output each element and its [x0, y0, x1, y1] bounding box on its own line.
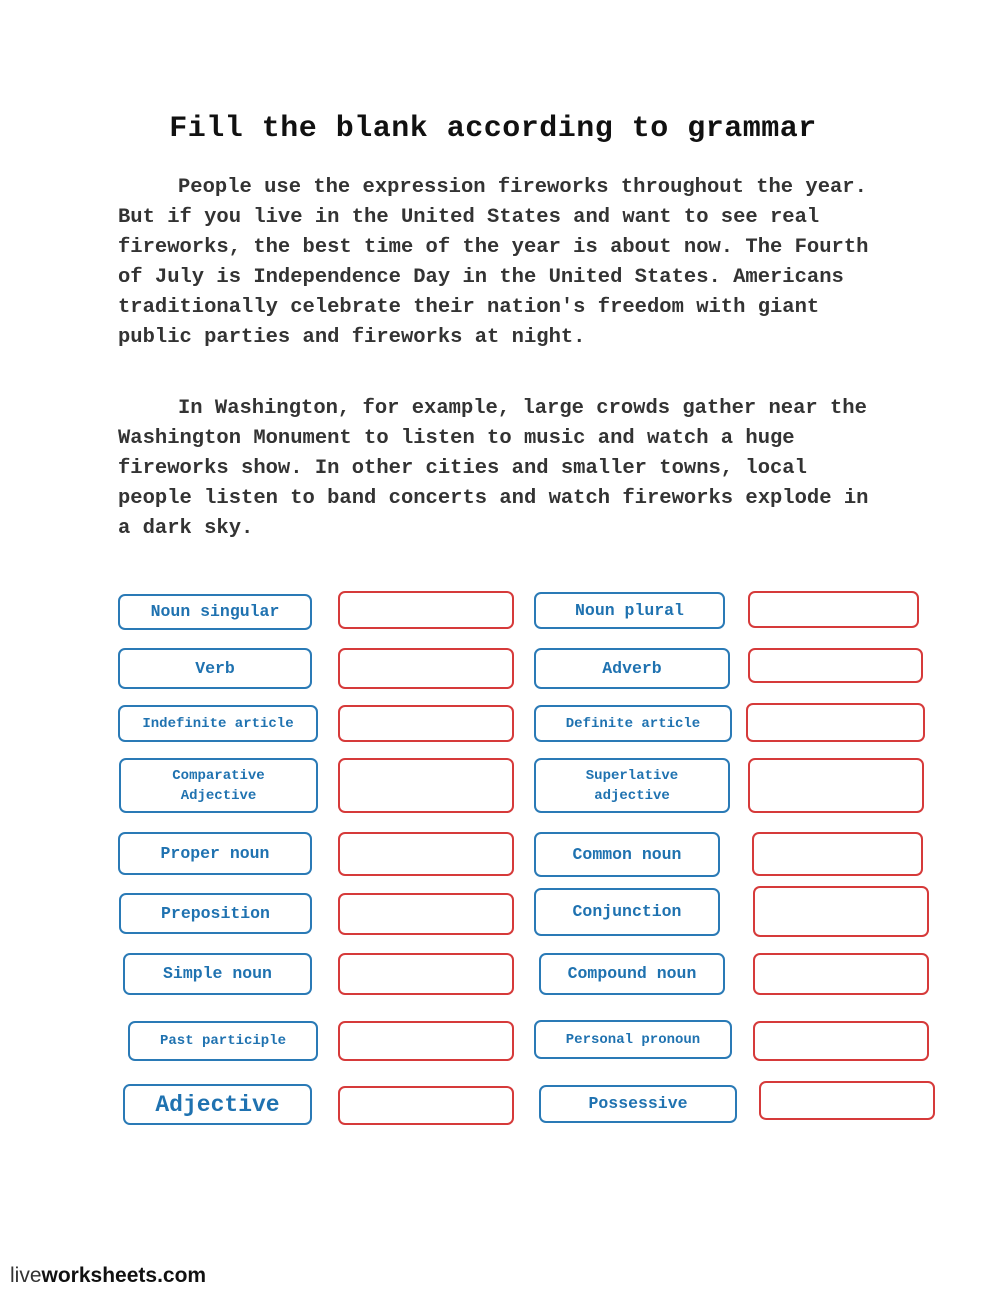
- logo-live: live: [10, 1264, 42, 1287]
- answer-conjunction[interactable]: [753, 886, 929, 937]
- answer-compound-noun[interactable]: [753, 953, 929, 995]
- answer-definite-article[interactable]: [746, 703, 925, 742]
- label-proper-noun: Proper noun: [118, 832, 312, 875]
- answer-indefinite-article[interactable]: [338, 705, 514, 742]
- answer-possessive[interactable]: [759, 1081, 935, 1120]
- logo-worksheets: worksheets: [41, 1264, 158, 1287]
- label-indefinite-article: Indefinite article: [118, 705, 318, 742]
- label-noun-singular: Noun singular: [118, 594, 312, 630]
- answer-adjective[interactable]: [338, 1086, 514, 1125]
- label-noun-plural: Noun plural: [534, 592, 725, 629]
- answer-noun-plural[interactable]: [748, 591, 919, 628]
- answer-noun-singular[interactable]: [338, 591, 514, 629]
- answer-simple-noun[interactable]: [338, 953, 514, 995]
- answer-superlative-adjective[interactable]: [748, 758, 924, 813]
- answer-common-noun[interactable]: [752, 832, 923, 876]
- answer-adverb[interactable]: [748, 648, 923, 683]
- label-conjunction: Conjunction: [534, 888, 720, 936]
- label-adverb: Adverb: [534, 648, 730, 689]
- label-possessive: Possessive: [539, 1085, 737, 1123]
- logo-suffix: .com: [157, 1264, 207, 1287]
- label-comparative-line-2: Adjective: [180, 787, 257, 804]
- answer-comparative-adjective[interactable]: [338, 758, 514, 813]
- label-past-participle: Past participle: [128, 1021, 318, 1061]
- label-comparative-adjective: [119, 758, 318, 813]
- answer-proper-noun[interactable]: [338, 832, 514, 876]
- answer-past-participle[interactable]: [338, 1021, 514, 1061]
- answer-personal-pronoun[interactable]: [753, 1021, 929, 1061]
- label-adjective: Adjective: [123, 1084, 312, 1125]
- liveworksheets-logo: [10, 1264, 206, 1288]
- label-simple-noun: Simple noun: [123, 953, 312, 995]
- answer-preposition[interactable]: [338, 893, 514, 935]
- label-superlative-line-1: Superlative: [585, 767, 679, 784]
- worksheet-title: Fill the blank according to grammar: [169, 112, 817, 146]
- label-common-noun: Common noun: [534, 832, 720, 877]
- label-superlative-line-2: adjective: [594, 787, 670, 804]
- label-preposition: Preposition: [119, 893, 312, 934]
- label-verb: Verb: [118, 648, 312, 689]
- label-personal-pronoun: Personal pronoun: [534, 1020, 732, 1059]
- label-comparative-line-1: Comparative: [172, 767, 265, 784]
- label-compound-noun: Compound noun: [539, 953, 725, 995]
- passage-paragraph-2: In Washington, for example, large crowds gather near the Washington Monument to listen to music and watch a huge fireworks show. In other cities and smaller towns, local people listen to band concerts and watch fireworks explode in a dark sky.: [118, 397, 869, 540]
- passage-paragraph-1: People use the expression fireworks throughout the year. But if you live in the United States and want to see real fireworks, the best time of the year is about now. The Fourth of July is Independence Day in the United States. Americans traditionally celebrate their nation's freedom with giant public parties and fireworks at night.: [118, 176, 869, 349]
- label-superlative-adjective: [534, 758, 730, 813]
- label-definite-article: Definite article: [534, 705, 732, 742]
- answer-verb[interactable]: [338, 648, 514, 689]
